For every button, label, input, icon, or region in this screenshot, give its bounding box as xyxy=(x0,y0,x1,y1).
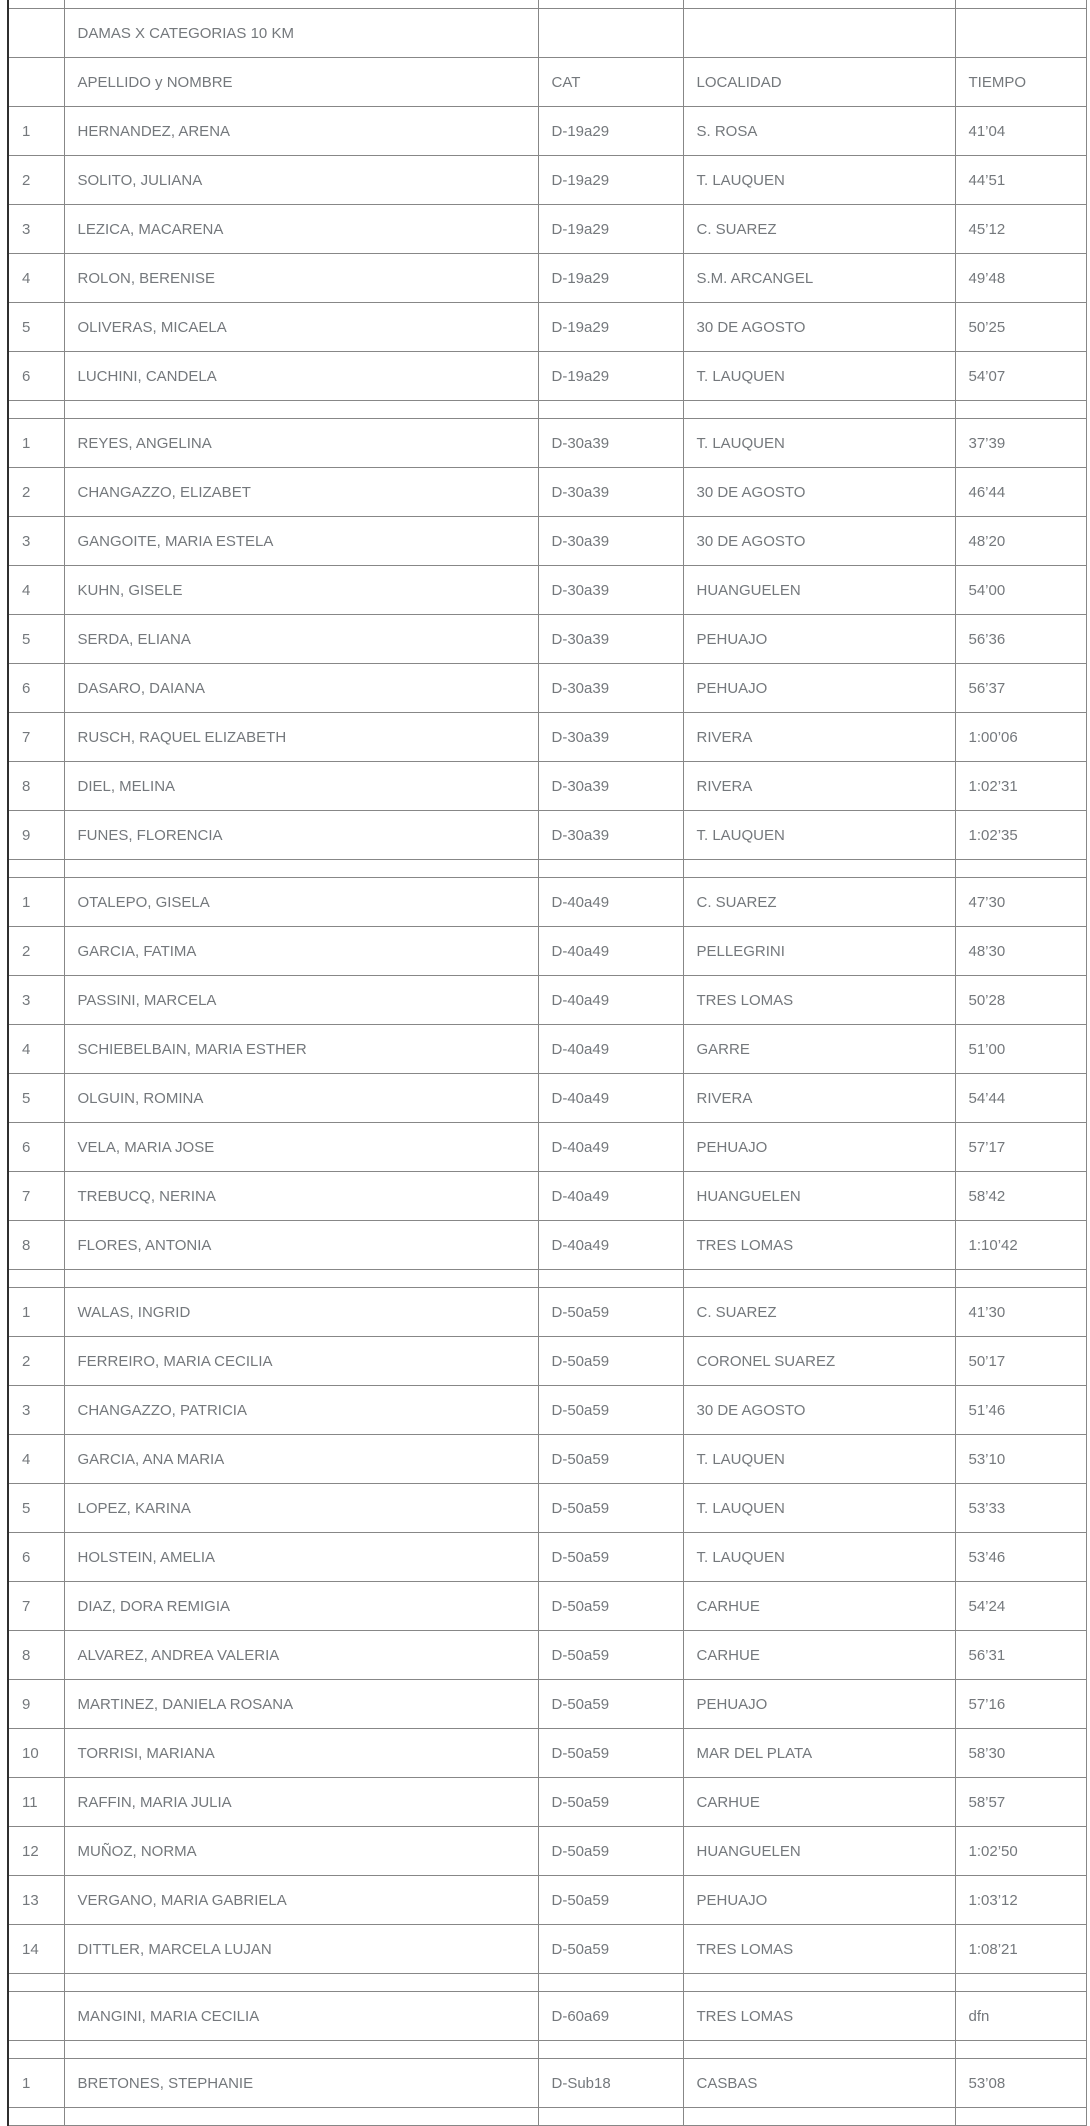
cell-pos: 2 xyxy=(8,156,64,205)
cell-name: OLIVERAS, MICAELA xyxy=(64,303,538,352)
separator-cell xyxy=(64,2041,538,2059)
cell-pos: 5 xyxy=(8,615,64,664)
separator-cell xyxy=(538,1974,683,1992)
cell-name: SERDA, ELIANA xyxy=(64,615,538,664)
cell-name: OTALEPO, GISELA xyxy=(64,878,538,927)
header-cell-pos xyxy=(8,58,64,107)
separator-cell xyxy=(8,1974,64,1992)
cell-loc: CORONEL SUAREZ xyxy=(683,1337,955,1386)
cell-time: 53’10 xyxy=(955,1435,1086,1484)
separator-row xyxy=(8,2041,1086,2059)
table-row xyxy=(8,976,1086,1025)
cell-cat: D-50a59 xyxy=(538,1729,683,1778)
cell-loc: C. SUAREZ xyxy=(683,1288,955,1337)
table-row xyxy=(8,1288,1086,1337)
cell-cat: D-30a39 xyxy=(538,517,683,566)
table-row xyxy=(8,419,1086,468)
separator-cell xyxy=(64,1270,538,1288)
separator-cell xyxy=(8,2041,64,2059)
empty-cell xyxy=(8,0,64,9)
table-row xyxy=(8,517,1086,566)
cell-loc: PELLEGRINI xyxy=(683,927,955,976)
separator-cell xyxy=(8,2108,64,2126)
cell-cat: D-19a29 xyxy=(538,254,683,303)
cell-name: VELA, MARIA JOSE xyxy=(64,1123,538,1172)
cell-loc: T. LAUQUEN xyxy=(683,352,955,401)
cell-time: 50’17 xyxy=(955,1337,1086,1386)
table-row xyxy=(8,1827,1086,1876)
separator-cell xyxy=(683,1974,955,1992)
table-title-row xyxy=(8,9,1086,58)
cell-time: 58’42 xyxy=(955,1172,1086,1221)
cell-loc: MAR DEL PLATA xyxy=(683,1729,955,1778)
cell-name: OLGUIN, ROMINA xyxy=(64,1074,538,1123)
cell-pos: 13 xyxy=(8,1876,64,1925)
separator-row xyxy=(8,2108,1086,2126)
cell-cat: D-50a59 xyxy=(538,1337,683,1386)
results-table xyxy=(7,0,1087,2126)
cell-loc: C. SUAREZ xyxy=(683,205,955,254)
cell-name: FLORES, ANTONIA xyxy=(64,1221,538,1270)
separator-cell xyxy=(64,860,538,878)
separator-cell xyxy=(8,1270,64,1288)
separator-cell xyxy=(955,2041,1086,2059)
cell-name: DASARO, DAIANA xyxy=(64,664,538,713)
separator-cell xyxy=(538,860,683,878)
table-row xyxy=(8,927,1086,976)
cell-name: LOPEZ, KARINA xyxy=(64,1484,538,1533)
separator-cell xyxy=(955,1270,1086,1288)
cell-pos: 3 xyxy=(8,517,64,566)
table-row xyxy=(8,878,1086,927)
separator-row xyxy=(8,860,1086,878)
cell-name: PASSINI, MARCELA xyxy=(64,976,538,1025)
cell-cat: D-50a59 xyxy=(538,1925,683,1974)
cell-cat: D-30a39 xyxy=(538,615,683,664)
cell-cat: D-50a59 xyxy=(538,1582,683,1631)
cell-time: 50’25 xyxy=(955,303,1086,352)
cell-loc: HUANGUELEN xyxy=(683,1827,955,1876)
cell-name: FUNES, FLORENCIA xyxy=(64,811,538,860)
cell-time: 56’36 xyxy=(955,615,1086,664)
cell-time: 46’44 xyxy=(955,468,1086,517)
table-row xyxy=(8,1123,1086,1172)
cell-time: 48’20 xyxy=(955,517,1086,566)
separator-row xyxy=(8,1270,1086,1288)
separator-cell xyxy=(64,401,538,419)
table-row xyxy=(8,352,1086,401)
cell-pos: 6 xyxy=(8,1123,64,1172)
table-row xyxy=(8,468,1086,517)
cell-time: 1:02’31 xyxy=(955,762,1086,811)
cell-cat: D-40a49 xyxy=(538,878,683,927)
table-row xyxy=(8,1778,1086,1827)
cell-name: HOLSTEIN, AMELIA xyxy=(64,1533,538,1582)
cell-cat: D-40a49 xyxy=(538,1123,683,1172)
cell-loc: T. LAUQUEN xyxy=(683,1533,955,1582)
cell-cat: D-50a59 xyxy=(538,1827,683,1876)
table-row xyxy=(8,2059,1086,2108)
separator-cell xyxy=(538,401,683,419)
separator-cell xyxy=(538,2041,683,2059)
cell-cat: D-40a49 xyxy=(538,976,683,1025)
table-row xyxy=(8,156,1086,205)
cell-loc: C. SUAREZ xyxy=(683,878,955,927)
empty-cell xyxy=(538,9,683,58)
table-row xyxy=(8,1484,1086,1533)
cell-pos: 4 xyxy=(8,254,64,303)
cell-name: ALVAREZ, ANDREA VALERIA xyxy=(64,1631,538,1680)
separator-cell xyxy=(538,1270,683,1288)
table-row xyxy=(8,1172,1086,1221)
cell-pos: 6 xyxy=(8,664,64,713)
cell-loc: 30 DE AGOSTO xyxy=(683,303,955,352)
table-row xyxy=(8,1533,1086,1582)
cell-pos: 3 xyxy=(8,976,64,1025)
cell-name: SOLITO, JULIANA xyxy=(64,156,538,205)
cell-time: 49’48 xyxy=(955,254,1086,303)
cell-pos: 8 xyxy=(8,762,64,811)
cell-name: LEZICA, MACARENA xyxy=(64,205,538,254)
cell-time: 53’08 xyxy=(955,2059,1086,2108)
separator-cell xyxy=(683,401,955,419)
cell-pos: 9 xyxy=(8,811,64,860)
cell-cat: D-19a29 xyxy=(538,205,683,254)
cell-time: dfn xyxy=(955,1992,1086,2041)
cell-cat: D-50a59 xyxy=(538,1876,683,1925)
cell-cat: D-40a49 xyxy=(538,1025,683,1074)
cell-name: KUHN, GISELE xyxy=(64,566,538,615)
table-row xyxy=(8,1582,1086,1631)
cell-cat: D-30a39 xyxy=(538,566,683,615)
cell-time: 56’37 xyxy=(955,664,1086,713)
cell-cat: D-40a49 xyxy=(538,1221,683,1270)
separator-cell xyxy=(683,1270,955,1288)
cell-loc: T. LAUQUEN xyxy=(683,811,955,860)
cell-cat: D-30a39 xyxy=(538,468,683,517)
cell-loc: RIVERA xyxy=(683,713,955,762)
cell-cat: D-50a59 xyxy=(538,1778,683,1827)
cell-name: DIAZ, DORA REMIGIA xyxy=(64,1582,538,1631)
cell-time: 57’16 xyxy=(955,1680,1086,1729)
cell-name: LUCHINI, CANDELA xyxy=(64,352,538,401)
empty-cell xyxy=(8,9,64,58)
cell-time: 54’07 xyxy=(955,352,1086,401)
cell-name: BRETONES, STEPHANIE xyxy=(64,2059,538,2108)
cell-cat: D-50a59 xyxy=(538,1484,683,1533)
table-row xyxy=(8,1386,1086,1435)
cell-loc: 30 DE AGOSTO xyxy=(683,1386,955,1435)
cell-pos: 5 xyxy=(8,303,64,352)
cell-cat: D-50a59 xyxy=(538,1631,683,1680)
cell-pos: 6 xyxy=(8,352,64,401)
cell-time: 1:00’06 xyxy=(955,713,1086,762)
cell-loc: TRES LOMAS xyxy=(683,1992,955,2041)
separator-cell xyxy=(683,860,955,878)
cell-pos: 1 xyxy=(8,419,64,468)
cell-loc: PEHUAJO xyxy=(683,664,955,713)
cell-loc: TRES LOMAS xyxy=(683,1925,955,1974)
cell-time: 51’00 xyxy=(955,1025,1086,1074)
cell-time: 54’00 xyxy=(955,566,1086,615)
table-row xyxy=(8,1074,1086,1123)
cell-pos: 1 xyxy=(8,2059,64,2108)
table-row xyxy=(8,1337,1086,1386)
cell-name: FERREIRO, MARIA CECILIA xyxy=(64,1337,538,1386)
cell-name: DITTLER, MARCELA LUJAN xyxy=(64,1925,538,1974)
header-cell-name: APELLIDO y NOMBRE xyxy=(64,58,538,107)
cell-time: 1:08’21 xyxy=(955,1925,1086,1974)
cell-loc: TRES LOMAS xyxy=(683,976,955,1025)
cell-time: 54’44 xyxy=(955,1074,1086,1123)
cell-name: RUSCH, RAQUEL ELIZABETH xyxy=(64,713,538,762)
table-header-row xyxy=(8,58,1086,107)
cell-name: MUÑOZ, NORMA xyxy=(64,1827,538,1876)
cell-cat: D-50a59 xyxy=(538,1680,683,1729)
separator-row xyxy=(8,401,1086,419)
table-row xyxy=(8,1925,1086,1974)
cell-time: 47’30 xyxy=(955,878,1086,927)
cell-name: GANGOITE, MARIA ESTELA xyxy=(64,517,538,566)
cell-cat: D-50a59 xyxy=(538,1386,683,1435)
cell-pos: 3 xyxy=(8,205,64,254)
cell-time: 1:02’35 xyxy=(955,811,1086,860)
separator-cell xyxy=(64,1974,538,1992)
cell-cat: D-19a29 xyxy=(538,107,683,156)
cell-loc: TRES LOMAS xyxy=(683,1221,955,1270)
cell-name: TREBUCQ, NERINA xyxy=(64,1172,538,1221)
cell-time: 53’33 xyxy=(955,1484,1086,1533)
cell-name: SCHIEBELBAIN, MARIA ESTHER xyxy=(64,1025,538,1074)
cell-pos xyxy=(8,1992,64,2041)
cell-name: RAFFIN, MARIA JULIA xyxy=(64,1778,538,1827)
cell-pos: 5 xyxy=(8,1074,64,1123)
cell-cat: D-40a49 xyxy=(538,1172,683,1221)
separator-cell xyxy=(955,401,1086,419)
cell-pos: 2 xyxy=(8,1337,64,1386)
cell-pos: 4 xyxy=(8,1025,64,1074)
cell-cat: D-40a49 xyxy=(538,1074,683,1123)
separator-row xyxy=(8,1974,1086,1992)
table-row xyxy=(8,1221,1086,1270)
cell-loc: T. LAUQUEN xyxy=(683,156,955,205)
table-row xyxy=(8,615,1086,664)
cell-cat: D-50a59 xyxy=(538,1435,683,1484)
cell-cat: D-30a39 xyxy=(538,762,683,811)
cell-cat: D-19a29 xyxy=(538,156,683,205)
table-row xyxy=(8,254,1086,303)
header-cell-time: TIEMPO xyxy=(955,58,1086,107)
empty-cell xyxy=(955,0,1086,9)
table-row xyxy=(8,1631,1086,1680)
cell-time: 1:10’42 xyxy=(955,1221,1086,1270)
table-row xyxy=(8,664,1086,713)
cell-pos: 3 xyxy=(8,1386,64,1435)
table-row xyxy=(8,762,1086,811)
empty-cell xyxy=(955,9,1086,58)
table-row xyxy=(8,1876,1086,1925)
cell-time: 45’12 xyxy=(955,205,1086,254)
cell-pos: 1 xyxy=(8,107,64,156)
cell-loc: 30 DE AGOSTO xyxy=(683,468,955,517)
cell-time: 37’39 xyxy=(955,419,1086,468)
cell-pos: 12 xyxy=(8,1827,64,1876)
separator-cell xyxy=(955,2108,1086,2126)
cell-pos: 2 xyxy=(8,468,64,517)
cell-pos: 8 xyxy=(8,1631,64,1680)
cell-pos: 1 xyxy=(8,1288,64,1337)
cell-pos: 4 xyxy=(8,1435,64,1484)
table-row-partial-top xyxy=(8,0,1086,9)
cell-loc: HUANGUELEN xyxy=(683,1172,955,1221)
cell-time: 51’46 xyxy=(955,1386,1086,1435)
table-row xyxy=(8,1025,1086,1074)
cell-pos: 11 xyxy=(8,1778,64,1827)
cell-pos: 8 xyxy=(8,1221,64,1270)
cell-loc: S. ROSA xyxy=(683,107,955,156)
cell-pos: 7 xyxy=(8,713,64,762)
separator-cell xyxy=(8,860,64,878)
empty-cell xyxy=(538,0,683,9)
cell-loc: 30 DE AGOSTO xyxy=(683,517,955,566)
cell-loc: RIVERA xyxy=(683,762,955,811)
separator-cell xyxy=(683,2041,955,2059)
empty-cell xyxy=(683,0,955,9)
cell-cat: D-30a39 xyxy=(538,713,683,762)
empty-cell xyxy=(64,0,538,9)
cell-time: 53’46 xyxy=(955,1533,1086,1582)
cell-name: MARTINEZ, DANIELA ROSANA xyxy=(64,1680,538,1729)
cell-loc: CARHUE xyxy=(683,1582,955,1631)
table-row xyxy=(8,303,1086,352)
cell-loc: T. LAUQUEN xyxy=(683,1435,955,1484)
cell-cat: D-50a59 xyxy=(538,1288,683,1337)
cell-name: WALAS, INGRID xyxy=(64,1288,538,1337)
cell-cat: D-19a29 xyxy=(538,352,683,401)
cell-name: CHANGAZZO, ELIZABET xyxy=(64,468,538,517)
cell-name: CHANGAZZO, PATRICIA xyxy=(64,1386,538,1435)
cell-pos: 2 xyxy=(8,927,64,976)
header-cell-cat: CAT xyxy=(538,58,683,107)
separator-cell xyxy=(538,2108,683,2126)
cell-time: 58’57 xyxy=(955,1778,1086,1827)
table-row xyxy=(8,1435,1086,1484)
cell-name: VERGANO, MARIA GABRIELA xyxy=(64,1876,538,1925)
cell-pos: 6 xyxy=(8,1533,64,1582)
cell-loc: PEHUAJO xyxy=(683,615,955,664)
cell-pos: 14 xyxy=(8,1925,64,1974)
cell-time: 58’30 xyxy=(955,1729,1086,1778)
cell-time: 56’31 xyxy=(955,1631,1086,1680)
cell-name: MANGINI, MARIA CECILIA xyxy=(64,1992,538,2041)
cell-time: 1:02’50 xyxy=(955,1827,1086,1876)
table-row xyxy=(8,1680,1086,1729)
cell-loc: CARHUE xyxy=(683,1778,955,1827)
cell-loc: HUANGUELEN xyxy=(683,566,955,615)
cell-time: 44’51 xyxy=(955,156,1086,205)
cell-time: 57’17 xyxy=(955,1123,1086,1172)
cell-cat: D-30a39 xyxy=(538,811,683,860)
table-row xyxy=(8,566,1086,615)
empty-cell xyxy=(683,9,955,58)
header-cell-loc: LOCALIDAD xyxy=(683,58,955,107)
table-row xyxy=(8,1992,1086,2041)
table-row xyxy=(8,811,1086,860)
cell-time: 48’30 xyxy=(955,927,1086,976)
cell-time: 50’28 xyxy=(955,976,1086,1025)
cell-pos: 7 xyxy=(8,1172,64,1221)
cell-loc: T. LAUQUEN xyxy=(683,419,955,468)
cell-cat: D-30a39 xyxy=(538,419,683,468)
cell-name: ROLON, BERENISE xyxy=(64,254,538,303)
cell-loc: PEHUAJO xyxy=(683,1876,955,1925)
separator-cell xyxy=(955,860,1086,878)
cell-cat: D-30a39 xyxy=(538,664,683,713)
table-row xyxy=(8,713,1086,762)
cell-time: 54’24 xyxy=(955,1582,1086,1631)
cell-name: GARCIA, FATIMA xyxy=(64,927,538,976)
separator-cell xyxy=(683,2108,955,2126)
table-title: DAMAS X CATEGORIAS 10 KM xyxy=(64,9,538,58)
cell-name: GARCIA, ANA MARIA xyxy=(64,1435,538,1484)
cell-pos: 9 xyxy=(8,1680,64,1729)
cell-cat: D-60a69 xyxy=(538,1992,683,2041)
cell-pos: 1 xyxy=(8,878,64,927)
cell-cat: D-Sub18 xyxy=(538,2059,683,2108)
cell-loc: S.M. ARCANGEL xyxy=(683,254,955,303)
cell-loc: PEHUAJO xyxy=(683,1680,955,1729)
table-row xyxy=(8,107,1086,156)
cell-cat: D-40a49 xyxy=(538,927,683,976)
cell-loc: CASBAS xyxy=(683,2059,955,2108)
cell-name: TORRISI, MARIANA xyxy=(64,1729,538,1778)
cell-cat: D-50a59 xyxy=(538,1533,683,1582)
cell-name: HERNANDEZ, ARENA xyxy=(64,107,538,156)
cell-cat: D-19a29 xyxy=(538,303,683,352)
cell-time: 41’30 xyxy=(955,1288,1086,1337)
cell-name: DIEL, MELINA xyxy=(64,762,538,811)
separator-cell xyxy=(64,2108,538,2126)
table-row xyxy=(8,205,1086,254)
cell-time: 41’04 xyxy=(955,107,1086,156)
separator-cell xyxy=(955,1974,1086,1992)
cell-loc: PEHUAJO xyxy=(683,1123,955,1172)
cell-loc: CARHUE xyxy=(683,1631,955,1680)
cell-time: 1:03’12 xyxy=(955,1876,1086,1925)
cell-loc: GARRE xyxy=(683,1025,955,1074)
cell-pos: 10 xyxy=(8,1729,64,1778)
cell-name: REYES, ANGELINA xyxy=(64,419,538,468)
cell-pos: 5 xyxy=(8,1484,64,1533)
cell-pos: 4 xyxy=(8,566,64,615)
cell-loc: RIVERA xyxy=(683,1074,955,1123)
cell-pos: 7 xyxy=(8,1582,64,1631)
separator-cell xyxy=(8,401,64,419)
table-row xyxy=(8,1729,1086,1778)
cell-loc: T. LAUQUEN xyxy=(683,1484,955,1533)
